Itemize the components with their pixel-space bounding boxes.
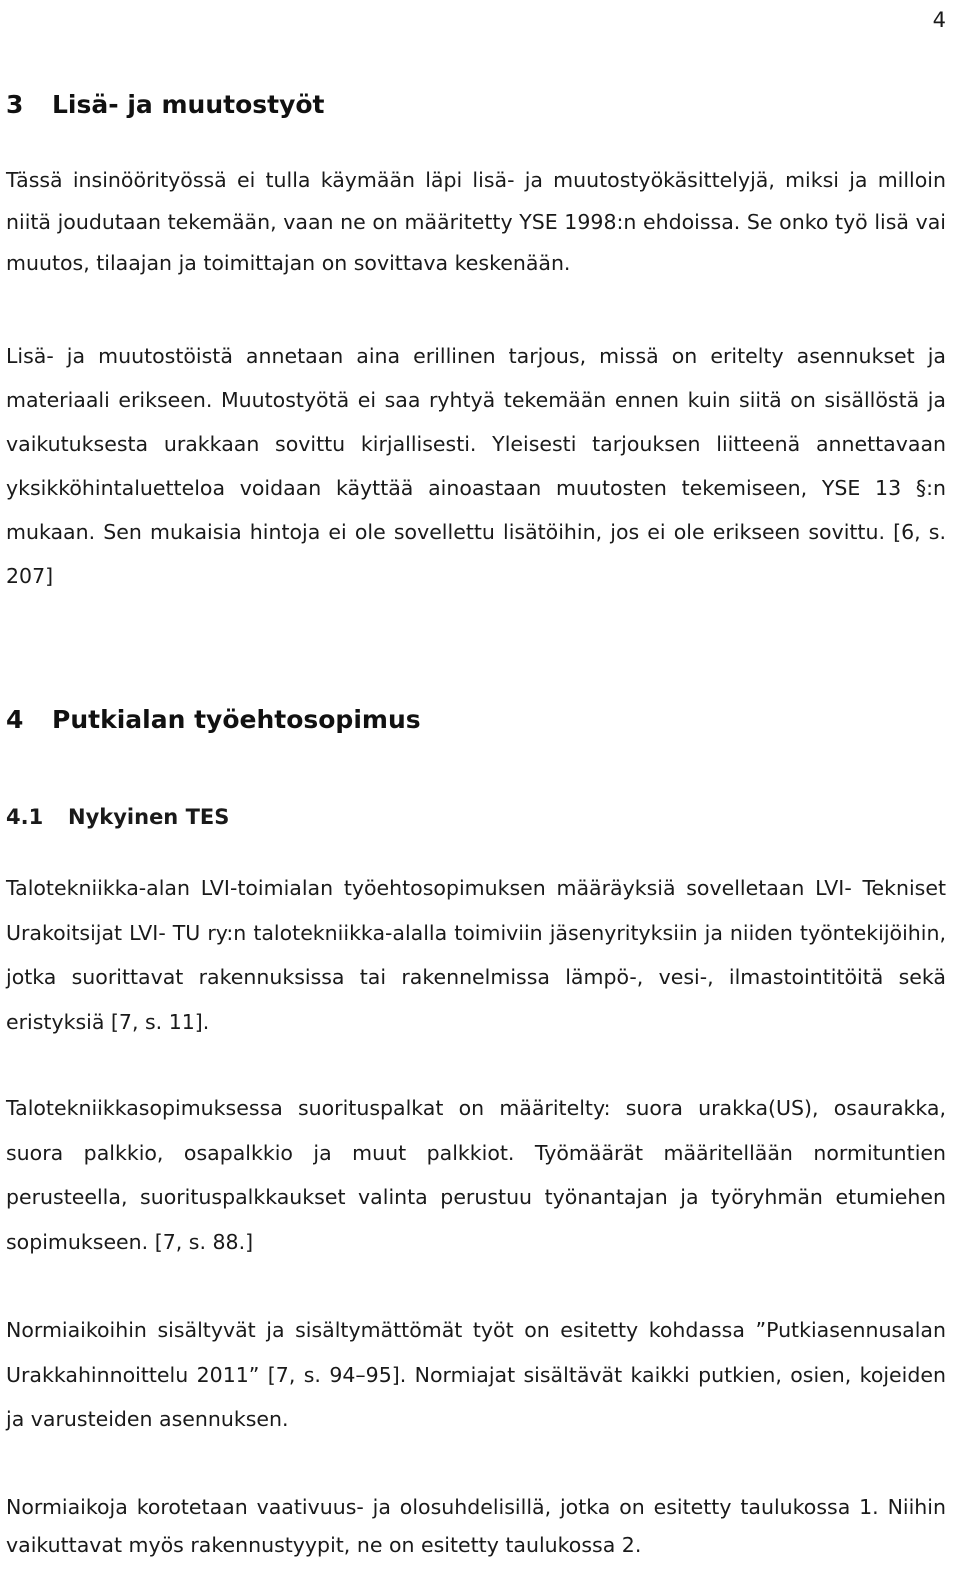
section-3-heading [6, 90, 946, 120]
page-number: 4 [932, 8, 946, 32]
section-4-title: Putkialan työehtosopimus [52, 705, 421, 734]
section-3-title: Lisä- ja muutostyöt [52, 90, 325, 119]
section-4-paragraph-4: Normiaikoja korotetaan vaativuus- ja olosuhdelisillä, jotka on esitetty taulukossa 1. Niihin vaikuttavat myös rakennustyypit, ne on esitetty taulukossa 2. [6, 1495, 946, 1557]
subsection-4-1-number: 4.1 [6, 805, 44, 829]
section-4-paragraph-1: Talotekniikka-alan LVI-toimialan työehtosopimuksen määräyksiä sovelletaan LVI- Tekniset Urakoitsijat LVI- TU ry:n talotekniikka-alalla toimiviin jäsenyrityksiin ja niiden työntekijöihin, jotka suorittavat rakennuksissa tai rakennelmissa lämpö-, vesi-, ilmastointitöitä sekä eristyksiä [7, s. 11]. [6, 876, 946, 1034]
section-4-paragraph-2: Talotekniikkasopimuksessa suorituspalkat on määritelty: suora urakka(US), osaurakka, suora palkkio, osapalkkio ja muut palkkiot. Työmäärät määritellään normituntien perusteella, suorituspalkkaukset valinta perustuu työnantajan ja työryhmän etumiehen sopimukseen. [7, s. 88.] [6, 1096, 946, 1254]
section-3-paragraph-2: Lisä- ja muutostöistä annetaan aina erillinen tarjous, missä on eritelty asennukset ja materiaali erikseen. Muutostyötä ei saa ryhtyä tekemään ennen kuin siitä on sisällöstä ja vaikutuksesta urakkaan sovittu kirjallisesti. Yleisesti tarjouksen liitteenä annettavaan yksikköhintaluetteloa voidaan käyttää ainoastaan muutosten tekemiseen, YSE 13 §:n mukaan. Sen mukaisia hintoja ei ole sovellettu lisätöihin, jos ei ole erikseen sovittu. [6, s. 207] [6, 344, 946, 588]
section-3-paragraph-1: Tässä insinöörityössä ei tulla käymään läpi lisä- ja muutostyökäsittelyjä, miksi ja milloin niitä joudutaan tekemään, vaan ne on määritetty YSE 1998:n ehdoissa. Se onko työ lisä vai muutos, tilaajan ja toimittajan on sovittava keskenään. [6, 168, 946, 275]
section-4-paragraph-3: Normiaikoihin sisältyvät ja sisältymättömät työt on esitetty kohdassa ”Putkiasennusalan Urakkahinnoittelu 2011” [7, s. 94–95]. Normiajat sisältävät kaikki putkien, osien, kojeiden ja varusteiden asennuksen. [6, 1318, 946, 1431]
subsection-4-1-heading [6, 804, 946, 830]
section-3-number: 3 [6, 90, 24, 119]
section-4-heading [6, 705, 946, 735]
subsection-4-1-title: Nykyinen TES [68, 805, 230, 829]
section-4-number: 4 [6, 705, 24, 734]
